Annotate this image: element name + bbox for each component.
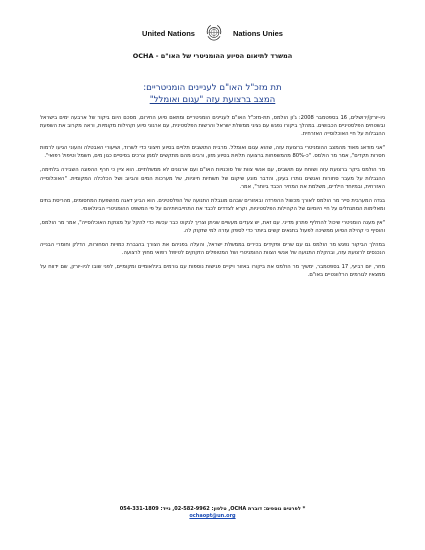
paragraph: מחר, יום רביעי, 17 בספטמבר, ימשיך מר הולמס את ביקורו באזור ויקיים פגישות נוספות עם גורמים בינלאומיים ומקומיים, לפני שובו לניו-יורק, שם ידווח על ממצאיו לגורמים הרלוונטיים באו"ם. (40, 264, 385, 279)
paragraph: מר הולמס ביקר ברצועת עזה ושוחח עם תושבים, עם אנשי צוות של סוכנויות האו"ם ועם ארגונים לא ממשלתיים. הוא ציין כי חרף ההפוגה השבירה בלחימה, ההגבלות על מעבר סחורות ואנשים נותרו בעינן, והדבר מונע שיקום של תשתיות חיוניות, של מערכות המים והביוב ושל הכלכלה המקומית. "האוכלוסייה האזרחית, ובמיוחד הילדים, משלמת את המחיר הכבד ביותר", אמר. (40, 167, 385, 190)
org-name-en: United Nations (142, 28, 195, 38)
title-line-1: תת מזכ"ל האו"ם לעניינים הומניטריים: (143, 83, 282, 93)
contact-email-link[interactable]: ochaopt@un.org (189, 513, 236, 519)
paragraph: "אני מודאג מאוד מהמצב ההומניטרי ברצועת עזה, שהוא עגום ואומלל. מרבית התושבים תלויים בסיוע חיצוני כדי לשרוד, ושיעורי האבטלה והעוני הגיעו לרמות חסרות תקדים", אמר מר הולמס. "כ-80% מהמשפחות ברצועה תלויות בסיוע מזון, ורבים מהם מתקשים לממן צרכים בסיסיים כגון מים, חשמל וטיפול רפואי". (40, 145, 385, 160)
title-line-2: המצב ברצועת עזה "עגום ואומלל" (149, 95, 276, 105)
agency-line: המשרד לתיאום הסיוע ההומניטרי של האו"ם - OCHA (132, 52, 293, 60)
org-name-fr: Nations Unies (232, 28, 283, 38)
press-release-title (90, 82, 335, 106)
un-emblem-icon (203, 22, 225, 44)
contact-line: * לפרטים נוספים: דוברת OCHA, טלפון: 02-582-9962, נייד: 054-331-1809 (119, 506, 306, 512)
contact-info (40, 506, 385, 520)
paragraph: "אין מענה הומניטרי שיכול להחליף פתרון מדיני. עם זאת, יש צעדים מעשיים שניתן וצריך לנקוט כבר עכשיו כדי להקל על מצוקת האוכלוסייה", אמר מר הולמס, והוסיף כי קהילת הסיוע ממשיכה לפעול בתנאים קשים ביותר כדי לספק עזרה למי שזקוק לה. (40, 219, 385, 235)
paragraph: במהלך הביקור נפגש מר הולמס גם עם שרים ופקידים בכירים בממשלת ישראל, והעלה בפניהם את הצורך בהגברת כמויות הסחורות, הדלק וחומרי הבנייה הנכנסים לרצועת עזה, ובהקלת התנועה של אנשי הצוות ההומניטרי ושל המטופלים הזקוקים לטיפול רפואי מחוץ לרצועה. (40, 242, 385, 257)
paragraph: ניו-יורק/ירושלים, 16 בספטמבר 2008: ג'ון הולמס, תת-מזכ"ל האו"ם לעניינים הומניטריים ומתאם סיוע החירום, מסכם היום ביקור של ארבעה ימים בישראל ובשטחים הפלסטיניים הכבושים. במהלך ביקורו נפגש עם נציגי ממשלת ישראל והרשות הפלסטינית, עם ארגוני סיוע וקהילות מקומיות, וראה מקרוב את השפעת ההגבלות על חיי האוכלוסייה האזרחית. (40, 115, 386, 138)
body-text (40, 114, 385, 286)
paragraph: בגדה המערבית סייר מר הולמס לאורך מכשול ההפרדה ובאזורים שבהם מוגבלת התנועה של הפלסטינים. הוא הביע דאגה מהשפעת המחסומים, מהריסת בתים ומאלימות המתנחלים על חיי היומיום של הקהילות הפלסטיניות, וקרא לצדדים לכבד את התחייבויותיהם על פי המשפט ההומניטרי הבינלאומי. (40, 197, 385, 212)
un-header (0, 20, 425, 46)
